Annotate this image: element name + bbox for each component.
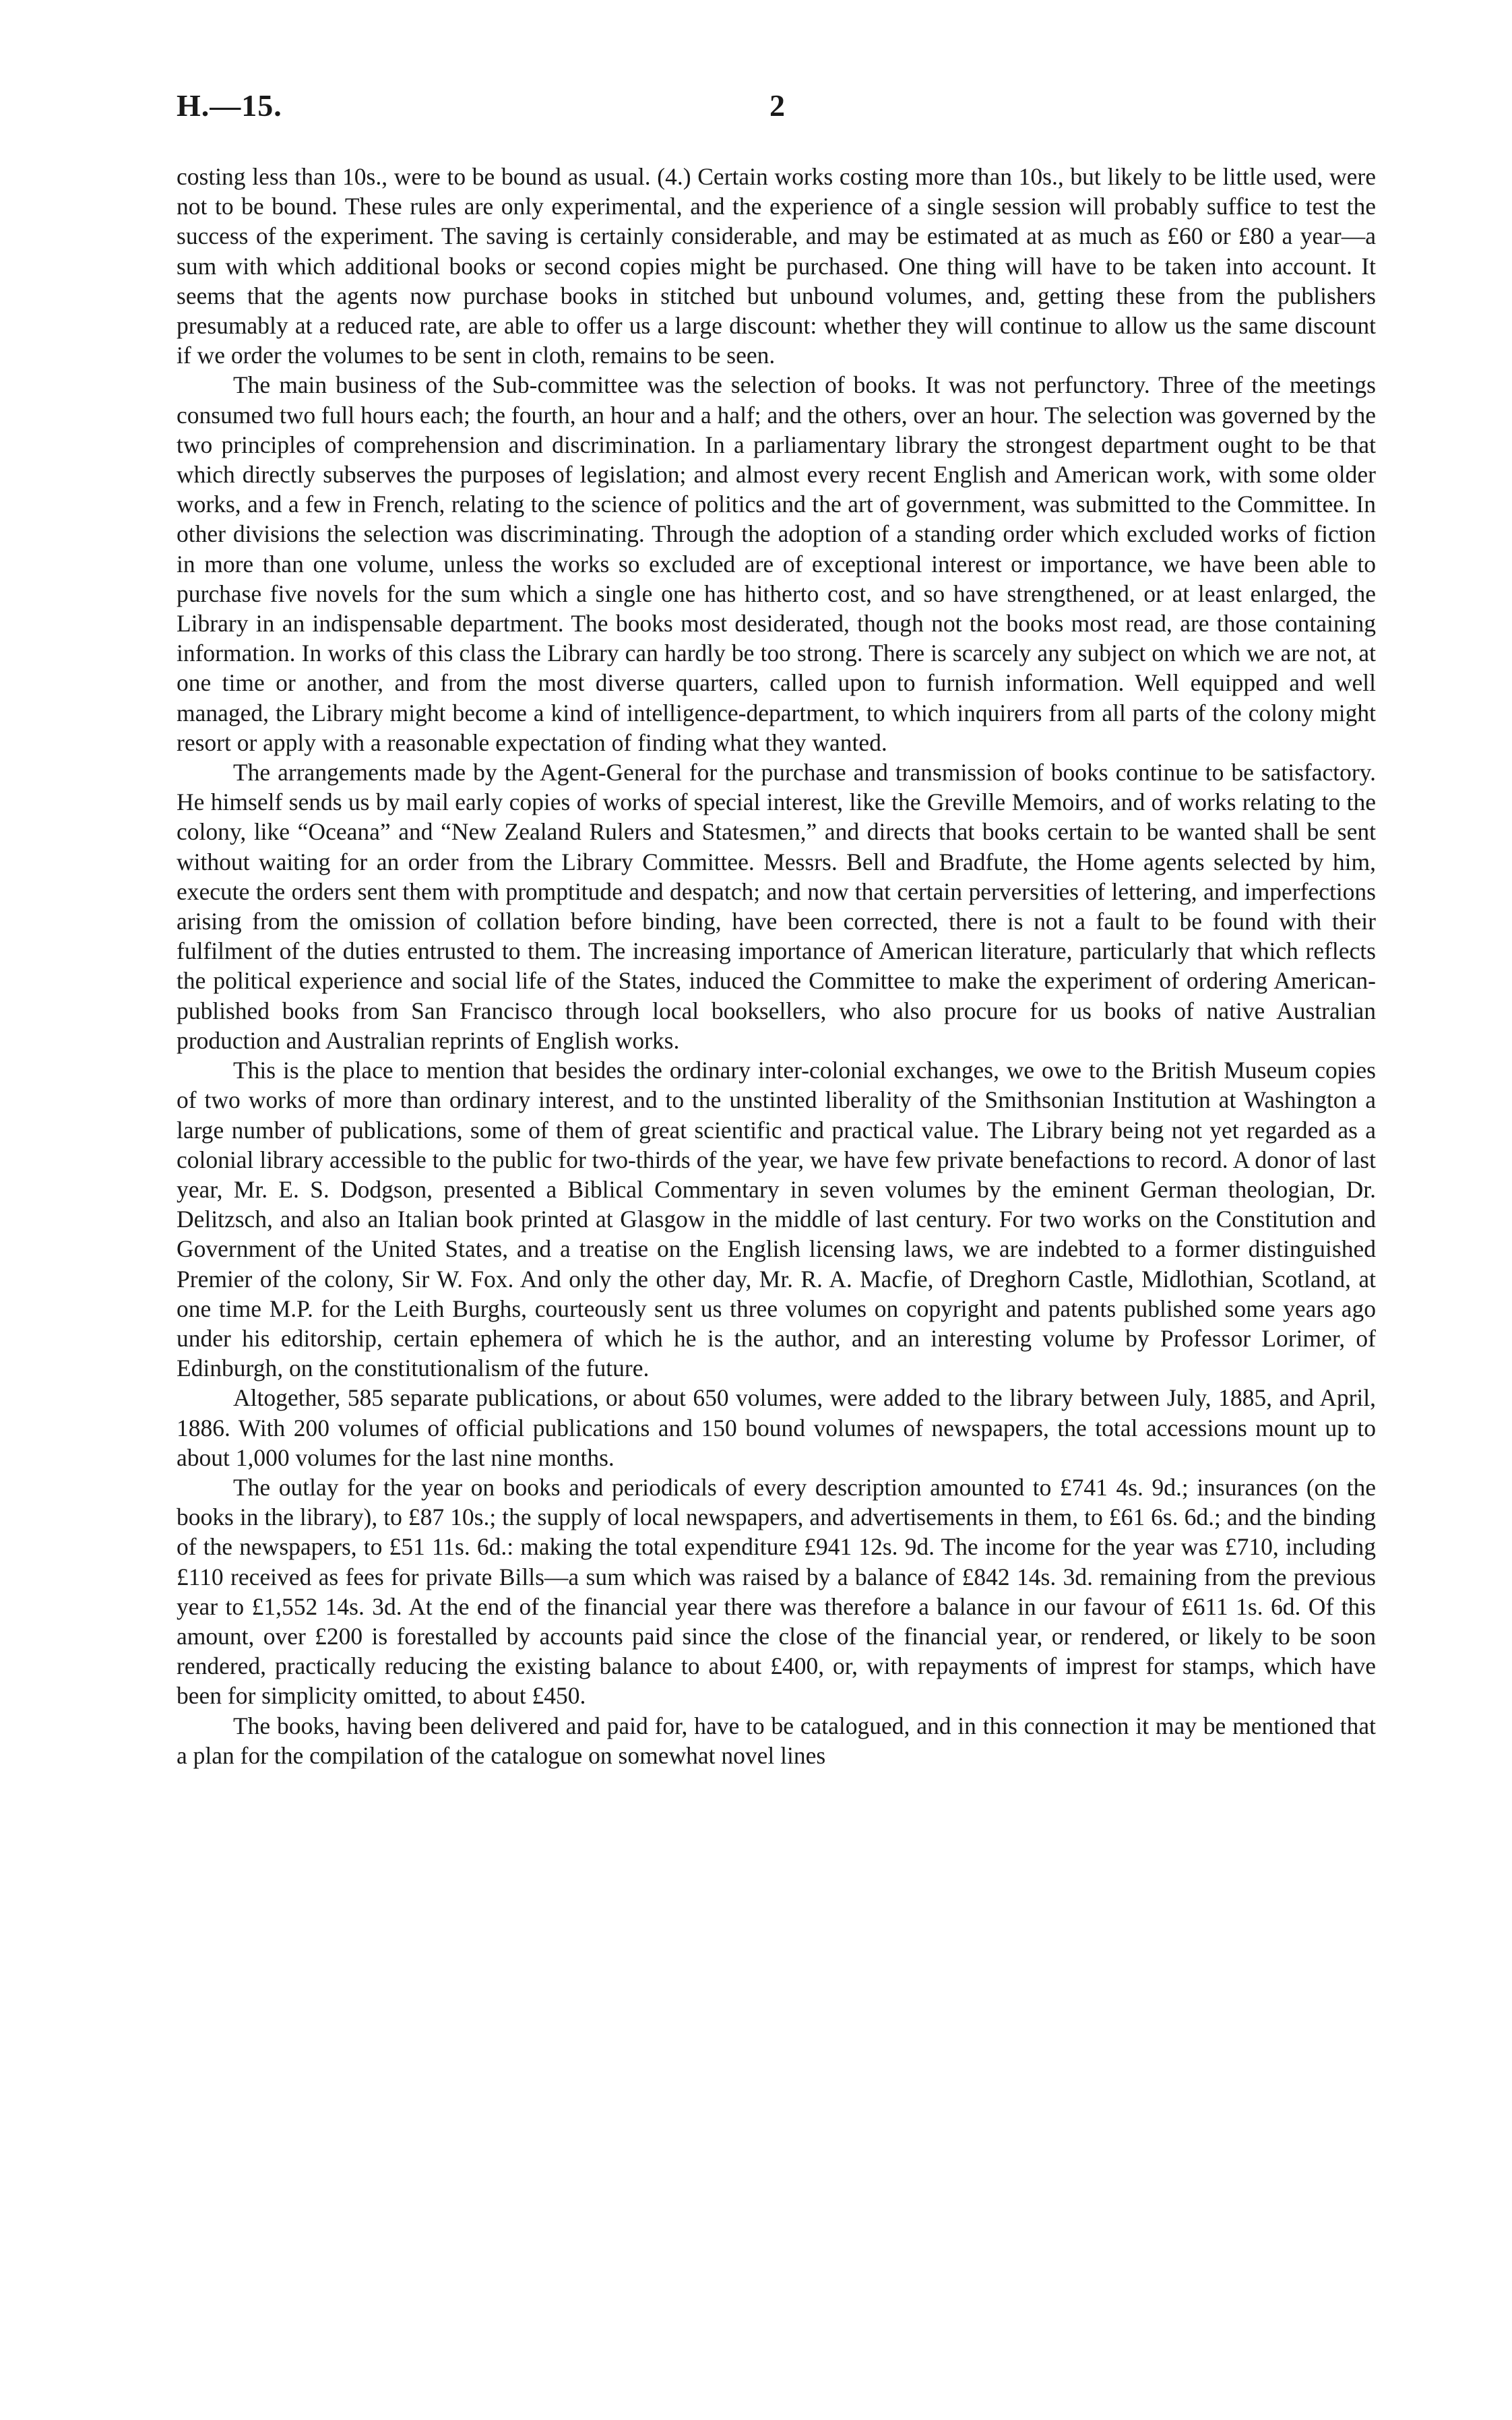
paragraph-accessions: Altogether, 585 separate publications, or about 650 volumes, were added to the library between July, 1885, and April, 1886. With 200 volumes of official publications and 150 bound volumes of newspapers, the total accessions mount up to about 1,000 volumes for the last nine months. [177,1384,1376,1471]
paragraph-donations: This is the place to mention that besides the ordinary inter-colonial exchanges, we owe to the British Museum copies of two works of more than ordinary interest, and to the unstinted liberality of the Smithsonian Institution at Washington a large number of publications, some of them of great scientific and practical value. The Library being not yet regarded as a colonial library accessible to the public for two-thirds of the year, we have few private benefactions to record. A donor of last year, Mr. E. S. Dodgson, presented a Biblical Commentary in seven volumes by the eminent German theologian, Dr. Delitzsch, and also an Italian book printed at Glasgow in the middle of last century. For two works on the Constitution and Government of the United States, and a treatise on the English licensing laws, we are indebted to a former distinguished Premier of the colony, Sir W. Fox. And only the other day, Mr. R. A. Macfie, of Dreghorn Castle, Midlothian, Scotland, at one time M.P. for the Leith Burghs, courteously sent us three volumes on copyright and patents published some years ago under his editorship, certain ephemera of which he is the author, and an interesting volume by Professor Lorimer, of Edinburgh, on the constitutionalism of the future. [177,1057,1376,1382]
page-header [177,88,1376,142]
paragraph-agent-general: The arrangements made by the Agent-General for the purchase and transmission of books continue to be satisfactory. He himself sends us by mail early copies of works of special interest, like the Greville Memoirs, and of works relating to the colony, like “Oceana” and “New Zealand Rulers and Statesmen,” and directs that books certain to be wanted shall be sent without waiting for an order from the Library Committee. Messrs. Bell and Bradfute, the Home agents selected by him, execute the orders sent them with promptitude and despatch; and now that certain perversities of lettering, and imperfections arising from the omission of collation before binding, have been corrected, there is not a fault to be found with their fulfilment of the duties entrusted to them. The increasing importance of American literature, particularly that which reflects the political experience and social life of the States, induced the Committee to make the experiment of ordering American-published books from San Francisco through local booksellers, who also procure for us books of native Australian production and Australian reprints of English works. [177,759,1376,1054]
document-reference: H.—15. [177,88,282,123]
body-text [177,162,1376,1770]
paragraph-continuation: costing less than 10s., were to be bound as usual. (4.) Certain works costing more than 10s., but likely to be little used, were not to be bound. These rules are only experimental, and the experience of a single session will probably suffice to test the success of the experiment. The saving is certainly considerable, and may be estimated at as much as £60 or £80 a year—a sum with which additional books or second copies might be purchased. One thing will have to be taken into account. It seems that the agents now purchase books in stitched but unbound volumes, and, getting these from the publishers presumably at a reduced rate, are able to offer us a large discount: whether they will continue to allow us the same discount if we order the volumes to be sent in cloth, remains to be seen. [177,163,1376,369]
paragraph-outlay: The outlay for the year on books and periodicals of every description amounted to £741 4s. 9d.; insurances (on the books in the library), to £87 10s.; the supply of local newspapers, and advertisements in them, to £61 6s. 6d.; and the binding of the newspapers, to £51 11s. 6d.: making the total expenditure £941 12s. 9d. The income for the year was £710, including £110 received as fees for private Bills—a sum which was raised by a balance of £842 14s. 3d. remaining from the previous year to £1,552 14s. 3d. At the end of the financial year there was therefore a balance in our favour of £611 1s. 6d. Of this amount, over £200 is forestalled by accounts paid since the close of the financial year, or rendered, or likely to be soon rendered, practically reducing the existing balance to about £400, or, with repayments of imprest for stamps, which have been for simplicity omitted, to about £450. [177,1473,1376,1710]
page-number: 2 [769,88,785,123]
paragraph-catalogue: The books, having been delivered and paid for, have to be catalogued, and in this connection it may be mentioned that a plan for the compilation of the catalogue on somewhat novel lines [177,1712,1376,1769]
paragraph-book-selection: The main business of the Sub-committee was the selection of books. It was not perfunctory. Three of the meetings consumed two full hours each; the fourth, an hour and a half; and the others, over an hour. The selection was governed by the two principles of comprehension and discrimination. In a parliamentary library the strongest department ought to be that which directly subserves the purposes of legislation; and almost every recent English and American work, with some older works, and a few in French, relating to the science of politics and the art of government, was submitted to the Committee. In other divisions the selection was discriminating. Through the adoption of a standing order which excluded works of fiction in more than one volume, unless the works so excluded are of exceptional interest or importance, we have been able to purchase five novels for the sum which a single one has hitherto cost, and so have strengthened, or at least enlarged, the Library in an indispensable department. The books most desiderated, though not the books most read, are those containing information. In works of this class the Library can hardly be too strong. There is scarcely any subject on which we are not, at one time or another, and from the most diverse quarters, called upon to furnish information. Well equipped and well managed, the Library might become a kind of intelligence-department, to which inquirers from all parts of the colony might resort or apply with a reasonable expectation of finding what they wanted. [177,371,1376,756]
